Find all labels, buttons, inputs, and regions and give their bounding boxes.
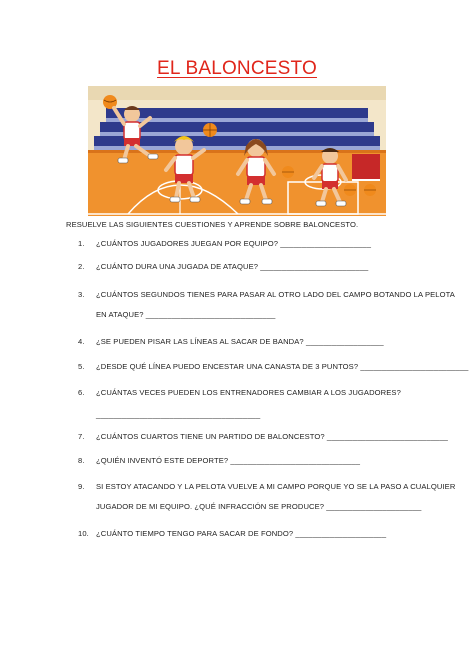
question-text: ¿CUÁNTAS VECES PUEDEN LOS ENTRENADORES CAMBIAR A LOS JUGADORES? bbox=[96, 388, 401, 397]
basketball-illustration bbox=[88, 86, 386, 216]
question-number: 2. bbox=[78, 262, 85, 271]
question-text-continued: ______________________________________ bbox=[96, 410, 261, 419]
question-text: ¿QUIÉN INVENTÓ ESTE DEPORTE? ______________________________ bbox=[96, 456, 361, 465]
question-number: 6. bbox=[78, 388, 85, 397]
question-text: ¿SE PUEDEN PISAR LAS LÍNEAS AL SACAR DE BANDA? __________________ bbox=[96, 337, 384, 346]
question-text: ¿CUÁNTOS JUGADORES JUEGAN POR EQUIPO? _____________________ bbox=[96, 239, 372, 248]
question-number: 1. bbox=[78, 239, 85, 248]
question-number: 5. bbox=[78, 362, 85, 371]
question-text: ¿CUÁNTO DURA UNA JUGADA DE ATAQUE? _________________________ bbox=[96, 262, 369, 271]
instructions-text: RESUELVE LAS SIGUIENTES CUESTIONES Y APRENDE SOBRE BALONCESTO. bbox=[66, 220, 359, 229]
question-number: 10. bbox=[78, 529, 89, 538]
question-number: 7. bbox=[78, 432, 85, 441]
question-text: SI ESTOY ATACANDO Y LA PELOTA VUELVE A MI CAMPO PORQUE YO SE LA PASO A CUALQUIER bbox=[96, 482, 456, 491]
question-text: ¿CUÁNTOS CUARTOS TIENE UN PARTIDO DE BALONCESTO? ____________________________ bbox=[96, 432, 448, 441]
question-number: 9. bbox=[78, 482, 85, 491]
question-text: ¿CUÁNTO TIEMPO TENGO PARA SACAR DE FONDO? _____________________ bbox=[96, 529, 387, 538]
question-number: 8. bbox=[78, 456, 85, 465]
question-text: ¿DESDE QUÉ LÍNEA PUEDO ENCESTAR UNA CANASTA DE 3 PUNTOS? _________________________ bbox=[96, 362, 469, 371]
question-text-continued: EN ATAQUE? ______________________________ bbox=[96, 310, 276, 319]
page-title: EL BALONCESTO bbox=[157, 58, 317, 79]
question-number: 4. bbox=[78, 337, 85, 346]
question-text: ¿CUÁNTOS SEGUNDOS TIENES PARA PASAR AL OTRO LADO DEL CAMPO BOTANDO LA PELOTA bbox=[96, 290, 455, 299]
question-number: 3. bbox=[78, 290, 85, 299]
question-text-continued: JUGADOR DE MI EQUIPO. ¿QUÉ INFRACCIÓN SE PRODUCE? ______________________ bbox=[96, 502, 422, 511]
